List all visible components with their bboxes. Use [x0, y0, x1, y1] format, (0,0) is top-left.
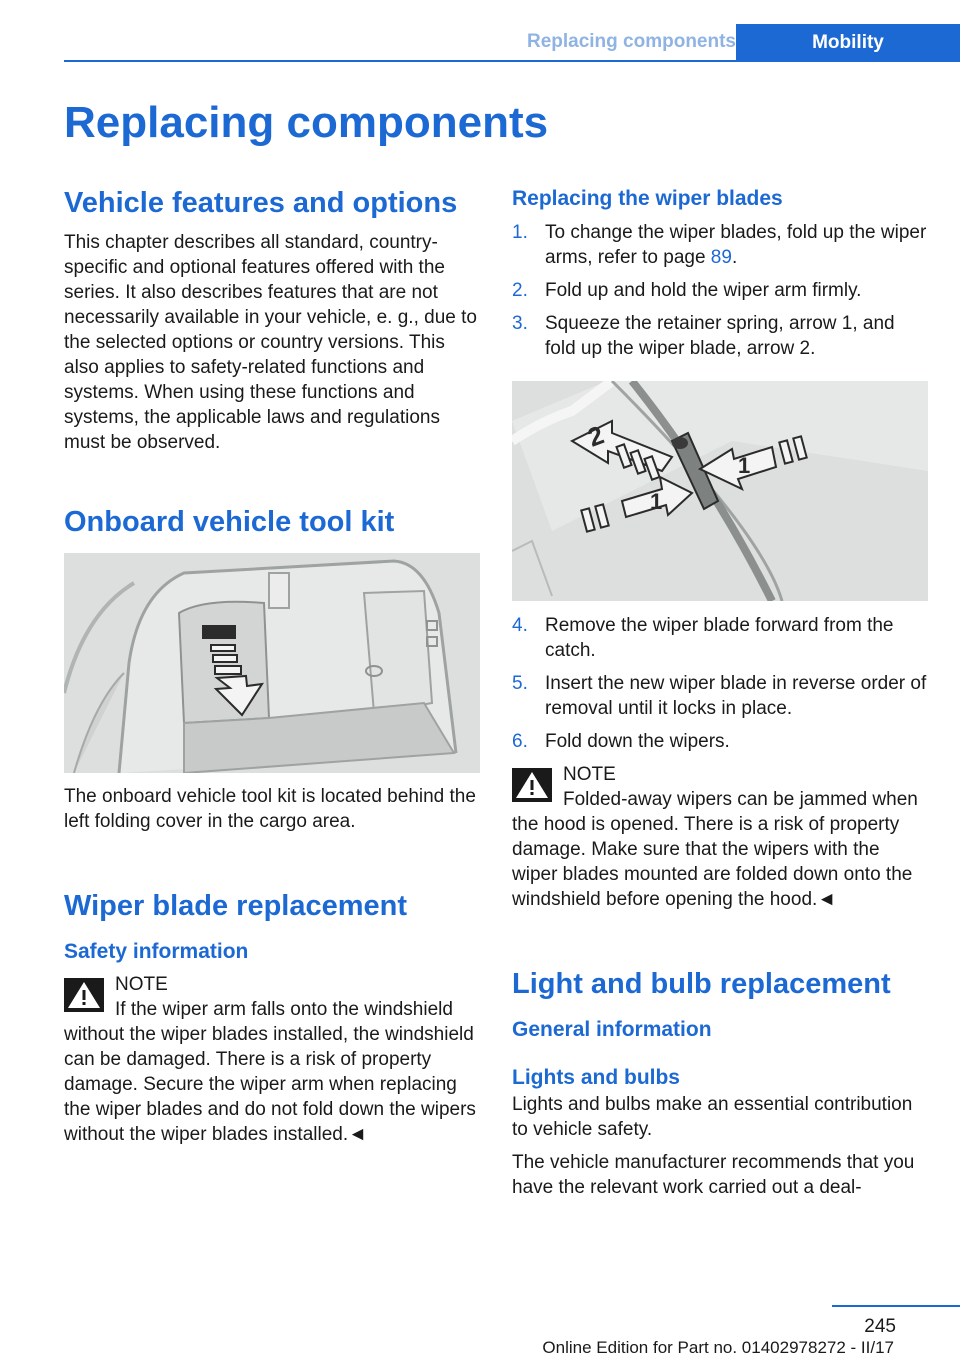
- bulbs-text-2: The vehicle manufacturer recommends that you have the relevant work carried out a deal-: [512, 1152, 915, 1198]
- step-item: [512, 671, 928, 721]
- step-item: [512, 729, 928, 754]
- page-number: 245: [864, 1316, 896, 1337]
- step-number: 1.: [512, 222, 528, 243]
- warning-icon: [64, 978, 104, 1012]
- warning-icon: [512, 768, 552, 802]
- arrow-2-label: 2: [583, 419, 608, 453]
- step-text: Squeeze the retainer spring, arrow 1, and fold up the wiper blade, arrow 2.: [545, 313, 895, 359]
- safety-information-heading: Safety information: [64, 940, 249, 963]
- wiper-replacement-heading: Wiper blade replacement: [64, 890, 408, 922]
- step-text: To change the wiper blades, fold up the wiper arms, refer to page: [545, 222, 927, 268]
- toolkit-heading: Onboard vehicle tool kit: [64, 506, 395, 538]
- note-text: If the wiper arm falls onto the windshield without the wiper blades installed, the windshield can be damaged. There is a risk of property damage. Secure the wiper arm when replacing the wiper blades and do not fold down the wipers without the wiper blades installed.◄: [64, 999, 476, 1145]
- edition-footer: Online Edition for Part no. 01402978272 - II/17: [542, 1338, 894, 1357]
- step-item: [512, 220, 928, 270]
- page-link[interactable]: 89: [710, 247, 732, 268]
- step-text: Insert the new wiper blade in reverse order of removal until it locks in place.: [545, 673, 927, 719]
- replacing-wiper-blades-heading: Replacing the wiper blades: [512, 187, 783, 210]
- features-text: This chapter describes all standard, country-specific and optional features offered with the series. It also describes features that are not necessarily available in your vehicle, e. g., due to the selected options or country versions. This also applies to safety-related functions and systems. When using these functions and systems, the applicable laws and regulations must be observed.: [64, 232, 477, 453]
- note-label: NOTE: [563, 764, 616, 785]
- step-number: 6.: [512, 731, 528, 752]
- toolkit-illustration: [64, 553, 480, 773]
- step-text: Remove the wiper blade forward from the catch.: [545, 615, 894, 661]
- features-heading: Vehicle features and options: [64, 187, 458, 219]
- step-item: [512, 311, 928, 361]
- bulbs-text-1: Lights and bulbs make an essential contribution to vehicle safety.: [512, 1094, 913, 1140]
- light-bulb-heading: Light and bulb replacement: [512, 968, 891, 1000]
- page-title: Replacing components: [64, 98, 549, 147]
- footer-rule: [832, 1305, 960, 1307]
- steps-list-a: [512, 220, 928, 361]
- step-number: 2.: [512, 280, 528, 301]
- steps-list-b: [512, 613, 928, 754]
- header-rule: [64, 60, 960, 62]
- wiper-arm-illustration: [512, 381, 928, 601]
- cargo-area-illustration: [64, 553, 480, 773]
- header-section-title: Replacing components: [526, 31, 736, 52]
- wiper-blade-illustration: [512, 381, 928, 601]
- step-text: Fold down the wipers.: [545, 731, 730, 752]
- arrow-1-left-label: 1: [650, 489, 663, 514]
- header-chapter-tab: Mobility: [736, 24, 960, 62]
- step-item: [512, 278, 928, 303]
- step-number: 3.: [512, 313, 528, 334]
- note-label: NOTE: [115, 974, 168, 995]
- wiper-safety-note: [64, 972, 480, 1147]
- toolkit-caption: The onboard vehicle tool kit is located behind the left folding cover in the cargo area.: [64, 786, 476, 832]
- step-number: 5.: [512, 673, 528, 694]
- step-text: Fold up and hold the wiper arm firmly.: [545, 280, 862, 301]
- step-item: [512, 613, 928, 663]
- step-text-end: .: [731, 247, 738, 268]
- left-column: [64, 185, 480, 1147]
- arrow-1-right-label: 1: [738, 453, 751, 478]
- wiper-hood-note: [512, 762, 928, 912]
- general-information-heading: General information: [512, 1018, 712, 1041]
- note-text: Folded-away wipers can be jammed when the hood is opened. There is a risk of property damage. Make sure that the wipers with the wiper blades mounted are folded down onto the windshield before opening the hood.◄: [512, 789, 918, 910]
- step-number: 4.: [512, 615, 528, 636]
- lights-bulbs-heading: Lights and bulbs: [512, 1066, 680, 1089]
- right-column: [512, 185, 928, 1200]
